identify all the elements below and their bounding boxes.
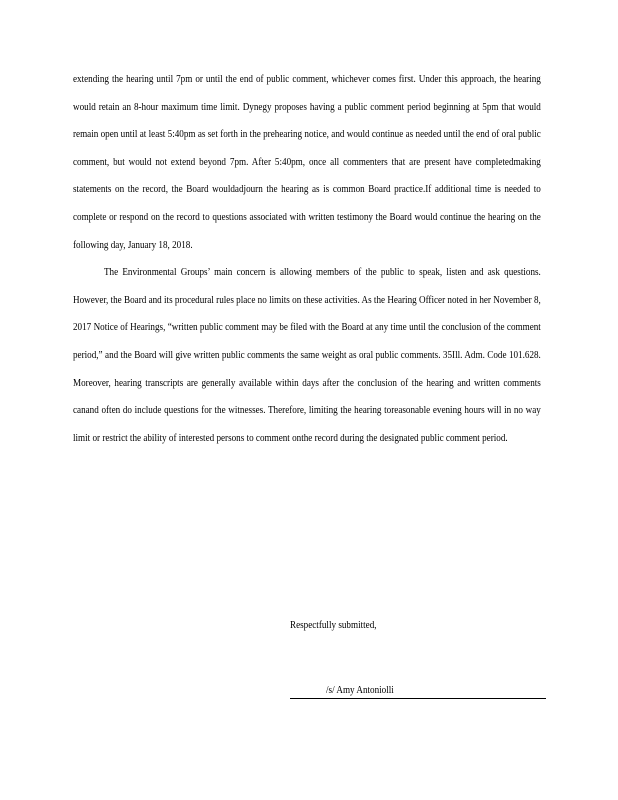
signature-line (290, 698, 546, 699)
signature-name: /s/ Amy Antoniolli (326, 685, 394, 696)
closing-text: Respectfully submitted, (290, 620, 377, 631)
paragraph-continuation: extending the hearing until 7pm or until the end of public comment, whichever comes first. Under this approach, the hearing would retain an 8-hour maximum time limit. Dynegy proposes having a public comment period beginning at 5pm that would remain open until at least 5:40pm as set forth in the prehearing notice, and would continue as needed until the end of oral public comment, but would not extend beyond 7pm. After 5:40pm, once all commenters that are present have completedmaking statements on the record, the Board wouldadjourn the hearing as is common Board practice.If additional time is needed to complete or respond on the record to questions associated with written testimony the Board would continue the hearing on the following day, January 18, 2018. (73, 74, 541, 251)
document-body (73, 66, 541, 452)
paragraph-environmental-groups: The Environmental Groups’ main concern is allowing members of the public to speak, listen and ask questions. However, the Board and its procedural rules place no limits on these activities. As the Hearing Officer noted in her November 8, 2017 Notice of Hearings, “written public comment may be filed with the Board at any time until the conclusion of the comment period,” and the Board will give written public comments the same weight as oral public comments. 35Ill. Adm. Code 101.628. Moreover, hearing transcripts are generally available within days after the conclusion of the hearing and written comments canand often do include questions for the witnesses. Therefore, limiting the hearing toreasonable evening hours will in no way limit or restrict the ability of interested persons to comment onthe record during the designated public comment period. (73, 267, 541, 444)
